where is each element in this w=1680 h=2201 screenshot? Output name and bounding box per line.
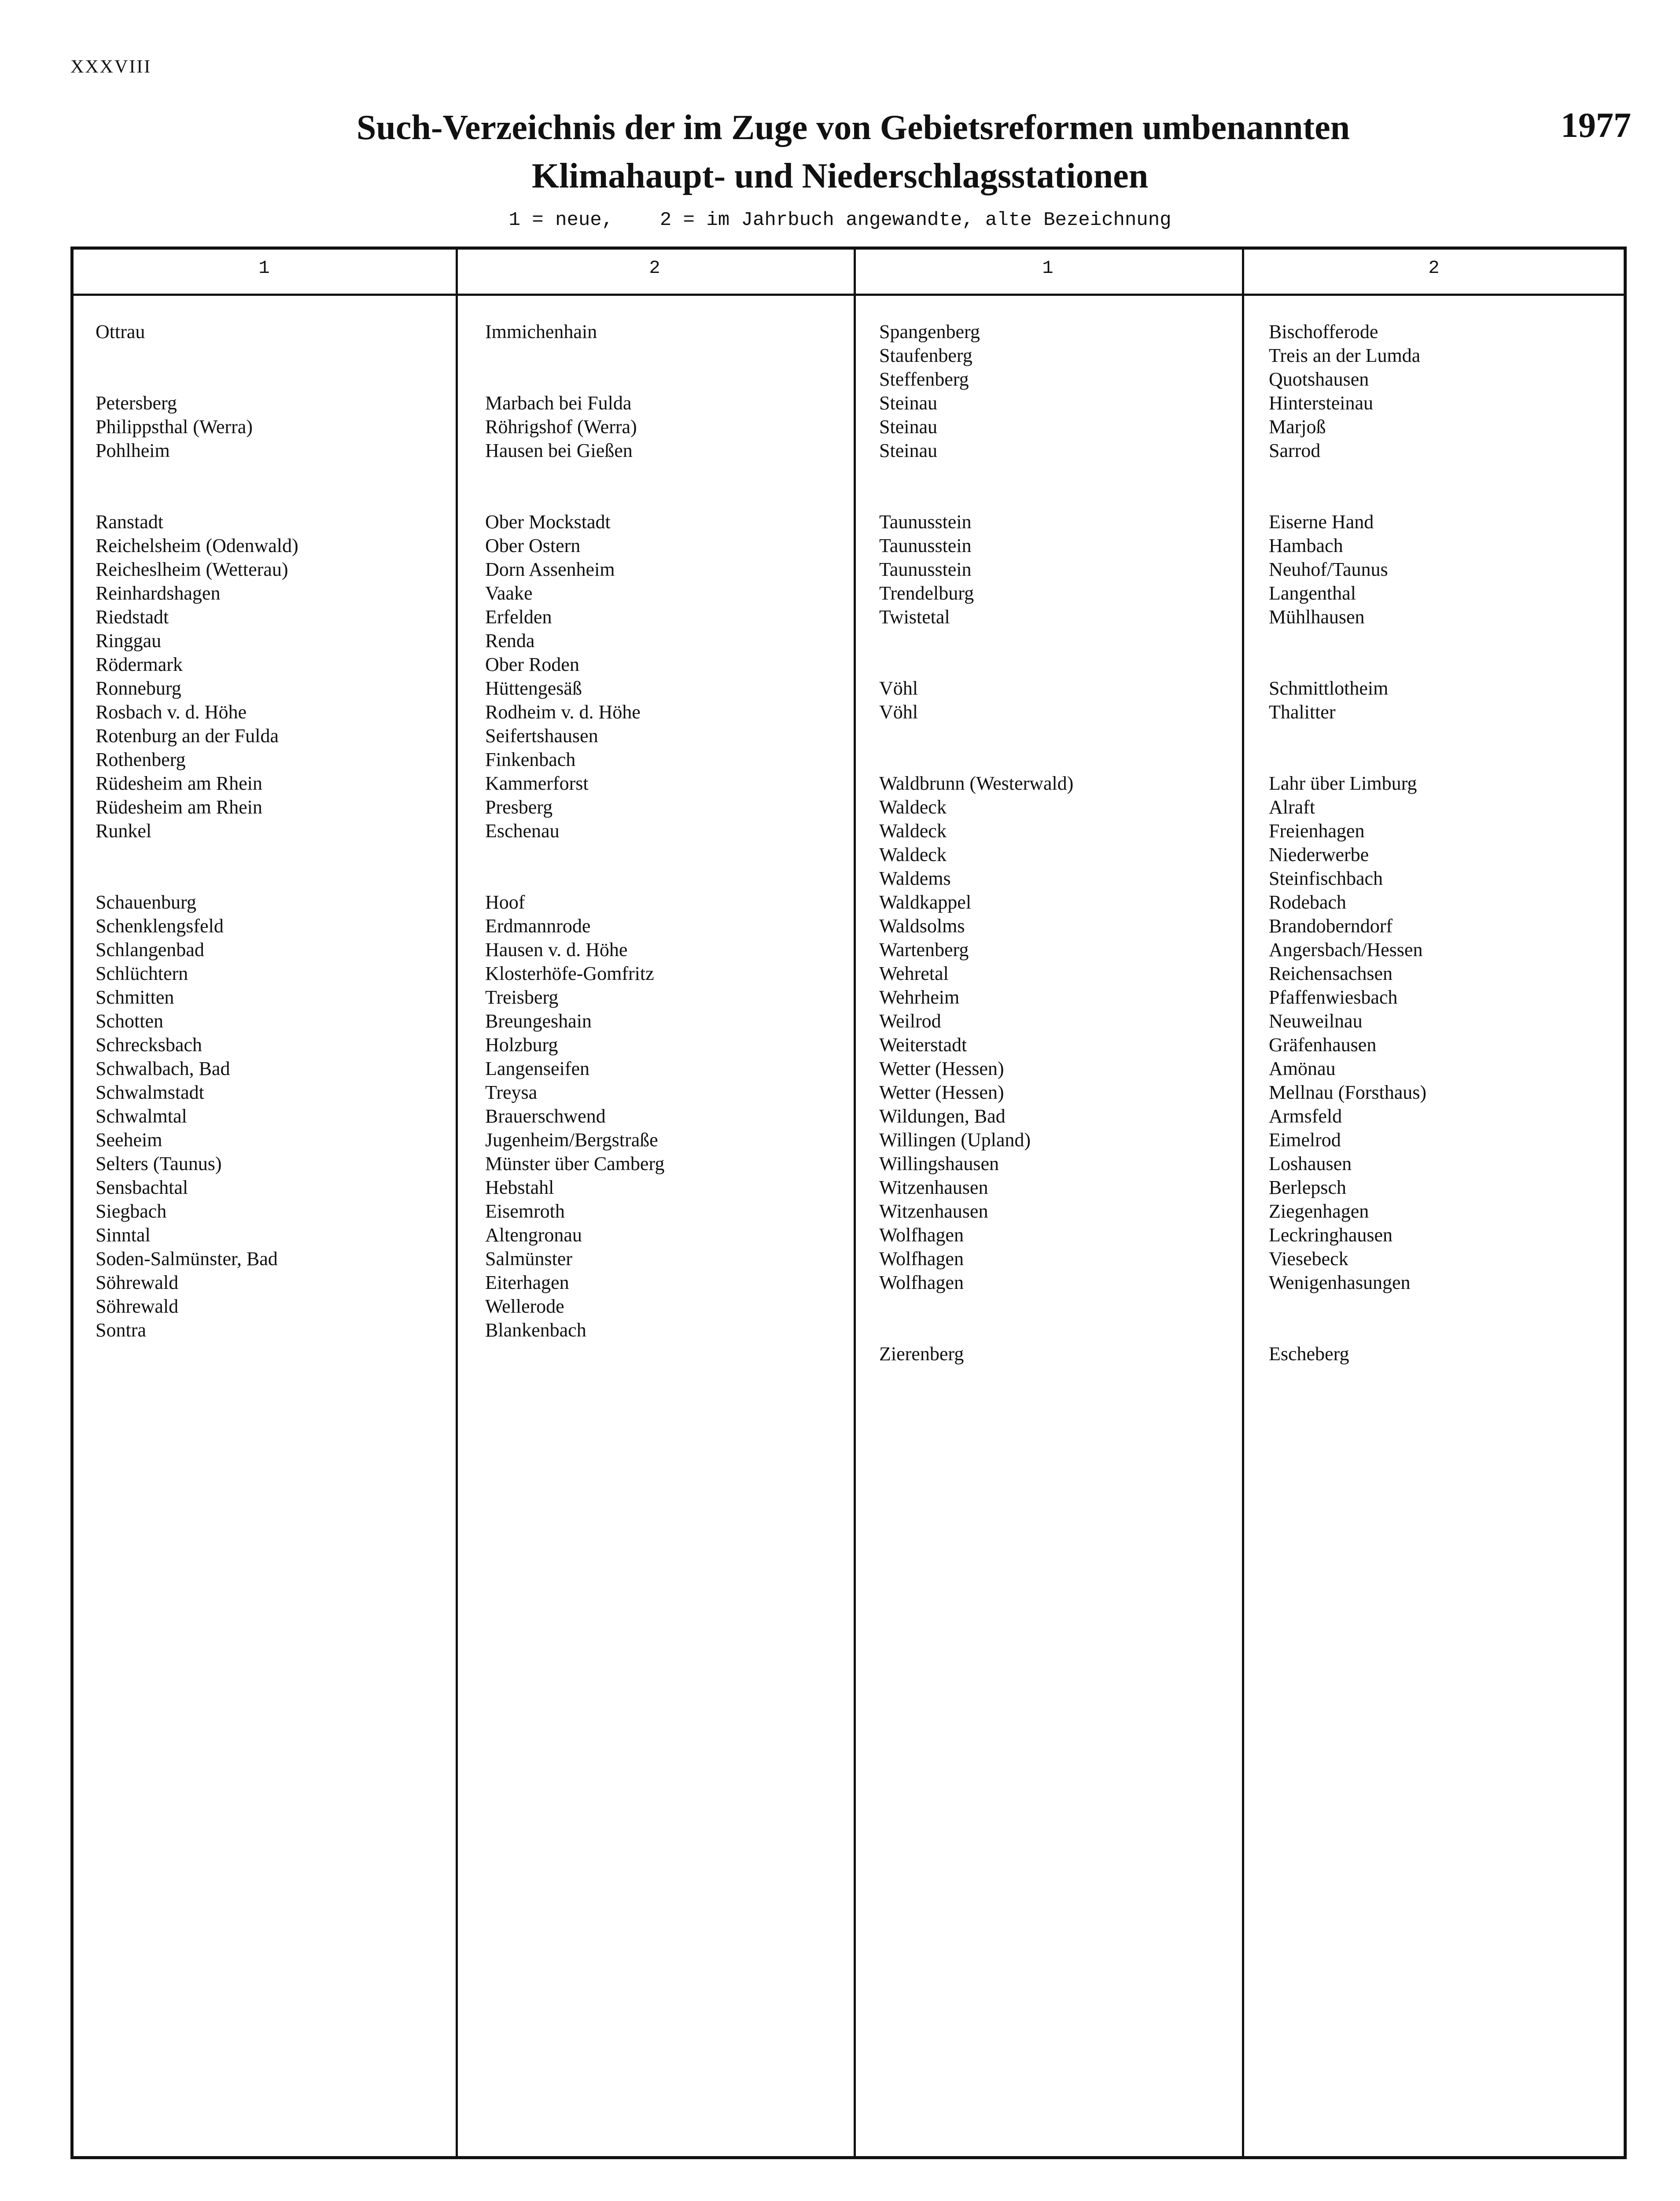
- new-station-name: Schwalmtal: [96, 1105, 187, 1127]
- old-station-name: Hausen v. d. Höhe: [485, 939, 628, 961]
- old-station-name: Bischofferode: [1269, 321, 1378, 342]
- new-station-name: Vöhl: [879, 677, 918, 699]
- new-station-name: Waldbrunn (Westerwald): [879, 773, 1074, 794]
- new-station-name: Waldems: [879, 868, 951, 889]
- new-station-name: Selters (Taunus): [96, 1153, 222, 1174]
- old-station-name: Freienhagen: [1269, 820, 1365, 842]
- new-station-name: Schenklengsfeld: [96, 915, 224, 937]
- old-station-name: Altengronau: [485, 1224, 582, 1246]
- new-station-name: Zierenberg: [879, 1343, 964, 1365]
- new-station-name: Ronneburg: [96, 677, 181, 699]
- old-station-name: Rodebach: [1269, 891, 1346, 913]
- new-station-name: Waldkappel: [879, 891, 972, 913]
- new-station-name: Söhrewald: [96, 1296, 179, 1317]
- old-station-name: Langenthal: [1269, 582, 1356, 604]
- new-station-name: Steinau: [879, 416, 937, 438]
- station-rename-table: [70, 247, 1627, 2159]
- new-station-name: Taunusstein: [879, 559, 972, 580]
- new-station-name: Söhrewald: [96, 1272, 179, 1293]
- new-station-name: Taunusstein: [879, 511, 972, 533]
- old-station-name: Armsfeld: [1269, 1105, 1342, 1127]
- new-station-name: Reinhardshagen: [96, 582, 221, 604]
- old-station-name: Mühlhausen: [1269, 606, 1365, 628]
- old-station-name: Hebstahl: [485, 1177, 554, 1198]
- old-station-name: Loshausen: [1269, 1153, 1352, 1174]
- new-station-name: Rosbach v. d. Höhe: [96, 701, 247, 723]
- old-station-name: Thalitter: [1269, 701, 1336, 723]
- new-station-name: Wartenberg: [879, 939, 969, 961]
- old-station-name: Amönau: [1269, 1058, 1336, 1079]
- old-station-name: Hintersteinau: [1269, 392, 1374, 414]
- new-station-name: Ranstadt: [96, 511, 163, 533]
- old-station-name: Ziegenhagen: [1269, 1200, 1369, 1222]
- year-label: 1977: [1561, 106, 1631, 145]
- new-station-name: Sinntal: [96, 1224, 151, 1246]
- old-station-name: Leckringhausen: [1269, 1224, 1393, 1246]
- old-station-name: Berlepsch: [1269, 1177, 1346, 1198]
- old-station-name: Treysa: [485, 1082, 538, 1103]
- old-station-name: Eiserne Hand: [1269, 511, 1374, 533]
- old-station-name: Escheberg: [1269, 1343, 1349, 1365]
- column-divider: [456, 250, 458, 2156]
- new-station-name: Rothenberg: [96, 749, 186, 770]
- new-station-name: Schrecksbach: [96, 1034, 202, 1056]
- old-station-name: Eimelrod: [1269, 1129, 1341, 1151]
- new-station-name: Riedstadt: [96, 606, 169, 628]
- new-station-name: Wolfhagen: [879, 1272, 964, 1293]
- new-station-name: Witzenhausen: [879, 1200, 988, 1222]
- new-station-name: Rödermark: [96, 654, 183, 675]
- header-old-name-right: 2: [1428, 258, 1440, 279]
- old-station-name: Eschenau: [485, 820, 560, 842]
- old-station-name: Treisberg: [485, 986, 559, 1008]
- old-station-name: Schmittlotheim: [1269, 677, 1389, 699]
- new-station-name: Siegbach: [96, 1200, 167, 1222]
- new-station-name: Wildungen, Bad: [879, 1105, 1006, 1127]
- new-station-name: Pohlheim: [96, 440, 170, 461]
- new-station-name: Trendelburg: [879, 582, 974, 604]
- old-station-name: Vaake: [485, 582, 533, 604]
- old-station-name: Eisemroth: [485, 1200, 565, 1222]
- column-divider: [1242, 250, 1244, 2156]
- new-station-name: Philippsthal (Werra): [96, 416, 253, 438]
- new-station-name: Schmitten: [96, 986, 174, 1008]
- old-station-name: Brauerschwend: [485, 1105, 606, 1127]
- old-station-name: Viesebeck: [1269, 1248, 1348, 1270]
- old-station-name: Seifertshausen: [485, 725, 598, 747]
- column-legend: 1 = neue, 2 = im Jahrbuch angewandte, alte Bezeichnung: [508, 209, 1172, 231]
- old-station-name: Reichensachsen: [1269, 963, 1393, 984]
- page-number: XXXVIII: [70, 57, 152, 77]
- new-station-name: Twistetal: [879, 606, 950, 628]
- new-station-name: Schotten: [96, 1010, 163, 1032]
- old-station-name: Steinfischbach: [1269, 868, 1383, 889]
- old-station-name: Presberg: [485, 796, 553, 818]
- new-station-name: Schlangenbad: [96, 939, 204, 961]
- old-station-name: Niederwerbe: [1269, 844, 1369, 865]
- new-station-name: Wetter (Hessen): [879, 1058, 1004, 1079]
- old-station-name: Ober Mockstadt: [485, 511, 611, 533]
- old-station-name: Neuhof/Taunus: [1269, 559, 1388, 580]
- old-station-name: Wenigenhasungen: [1269, 1272, 1411, 1293]
- old-station-name: Sarrod: [1269, 440, 1321, 461]
- page-title: Such-Verzeichnis der im Zuge von Gebietsreformen umbenannten: [356, 108, 1350, 147]
- old-station-name: Erdmannrode: [485, 915, 591, 937]
- new-station-name: Weilrod: [879, 1010, 941, 1032]
- new-station-name: Schauenburg: [96, 891, 196, 913]
- old-station-name: Klosterhöfe-Gomfritz: [485, 963, 654, 984]
- old-station-name: Treis an der Lumda: [1269, 345, 1421, 366]
- new-station-name: Rüdesheim am Rhein: [96, 796, 262, 818]
- new-station-name: Wolfhagen: [879, 1224, 964, 1246]
- new-station-name: Steffenberg: [879, 368, 969, 390]
- old-station-name: Lahr über Limburg: [1269, 773, 1417, 794]
- new-station-name: Weiterstadt: [879, 1034, 967, 1056]
- new-station-name: Sontra: [96, 1319, 146, 1341]
- new-station-name: Schlüchtern: [96, 963, 188, 984]
- old-station-name: Langenseifen: [485, 1058, 589, 1079]
- old-station-name: Ober Ostern: [485, 535, 581, 556]
- new-station-name: Petersberg: [96, 392, 177, 414]
- old-station-name: Münster über Camberg: [485, 1153, 665, 1174]
- new-station-name: Vöhl: [879, 701, 918, 723]
- new-station-name: Witzenhausen: [879, 1177, 988, 1198]
- old-station-name: Neuweilnau: [1269, 1010, 1363, 1032]
- old-station-name: Breungeshain: [485, 1010, 592, 1032]
- old-station-name: Renda: [485, 630, 535, 651]
- old-station-name: Marbach bei Fulda: [485, 392, 632, 414]
- old-station-name: Salmünster: [485, 1248, 572, 1270]
- new-station-name: Steinau: [879, 392, 937, 414]
- new-station-name: Waldsolms: [879, 915, 965, 937]
- old-station-name: Röhrigshof (Werra): [485, 416, 637, 438]
- new-station-name: Seeheim: [96, 1129, 162, 1151]
- new-station-name: Taunusstein: [879, 535, 972, 556]
- header-old-name-left: 2: [649, 258, 660, 279]
- new-station-name: Ottrau: [96, 321, 145, 342]
- new-station-name: Waldeck: [879, 820, 947, 842]
- header-divider: [74, 294, 1624, 296]
- old-station-name: Brandoberndorf: [1269, 915, 1393, 937]
- old-station-name: Hoof: [485, 891, 525, 913]
- new-station-name: Wehrheim: [879, 986, 960, 1008]
- old-station-name: Finkenbach: [485, 749, 576, 770]
- old-station-name: Angersbach/Hessen: [1269, 939, 1423, 961]
- new-station-name: Sensbachtal: [96, 1177, 188, 1198]
- new-station-name: Steinau: [879, 440, 937, 461]
- old-station-name: Holzburg: [485, 1034, 558, 1056]
- old-station-name: Gräfenhausen: [1269, 1034, 1377, 1056]
- old-station-name: Wellerode: [485, 1296, 564, 1317]
- old-station-name: Alraft: [1269, 796, 1315, 818]
- new-station-name: Wetter (Hessen): [879, 1082, 1004, 1103]
- header-new-name-right: 1: [1042, 258, 1054, 279]
- header-new-name-left: 1: [258, 258, 270, 279]
- new-station-name: Wehretal: [879, 963, 949, 984]
- old-station-name: Eiterhagen: [485, 1272, 569, 1293]
- new-station-name: Spangenberg: [879, 321, 980, 342]
- new-station-name: Rüdesheim am Rhein: [96, 773, 262, 794]
- old-station-name: Hambach: [1269, 535, 1343, 556]
- old-station-name: Marjoß: [1269, 416, 1326, 438]
- new-station-name: Willingen (Upland): [879, 1129, 1031, 1151]
- new-station-name: Ringgau: [96, 630, 162, 651]
- new-station-name: Waldeck: [879, 796, 947, 818]
- old-station-name: Quotshausen: [1269, 368, 1369, 390]
- new-station-name: Soden-Salmünster, Bad: [96, 1248, 278, 1270]
- old-station-name: Immichenhain: [485, 321, 597, 342]
- old-station-name: Hüttengesäß: [485, 677, 582, 699]
- old-station-name: Rodheim v. d. Höhe: [485, 701, 641, 723]
- old-station-name: Blankenbach: [485, 1319, 586, 1341]
- old-station-name: Dorn Assenheim: [485, 559, 615, 580]
- old-station-name: Kammerforst: [485, 773, 589, 794]
- old-station-name: Jugenheim/Bergstraße: [485, 1129, 658, 1151]
- new-station-name: Schwalbach, Bad: [96, 1058, 230, 1079]
- page-subtitle: Klimahaupt- und Niederschlagsstationen: [531, 157, 1149, 195]
- old-station-name: Erfelden: [485, 606, 552, 628]
- old-station-name: Pfaffenwiesbach: [1269, 986, 1398, 1008]
- old-station-name: Hausen bei Gießen: [485, 440, 633, 461]
- old-station-name: Ober Roden: [485, 654, 579, 675]
- new-station-name: Willingshausen: [879, 1153, 999, 1174]
- new-station-name: Runkel: [96, 820, 152, 842]
- new-station-name: Reichelsheim (Odenwald): [96, 535, 298, 556]
- new-station-name: Waldeck: [879, 844, 947, 865]
- new-station-name: Wolfhagen: [879, 1248, 964, 1270]
- new-station-name: Rotenburg an der Fulda: [96, 725, 279, 747]
- old-station-name: Mellnau (Forsthaus): [1269, 1082, 1427, 1103]
- new-station-name: Reicheslheim (Wetterau): [96, 559, 288, 580]
- new-station-name: Staufenberg: [879, 345, 973, 366]
- column-divider: [854, 250, 856, 2156]
- new-station-name: Schwalmstadt: [96, 1082, 204, 1103]
